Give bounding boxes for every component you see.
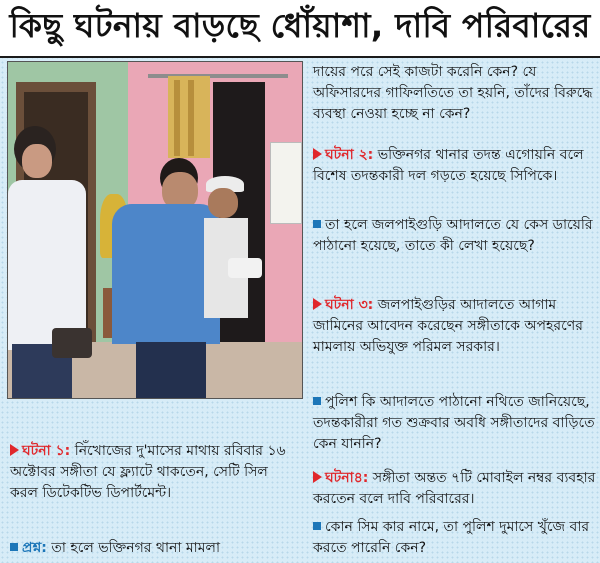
question-4-text: কোন সিম কার নামে, তা পুলিশ দুমাসে খুঁজে বার করতে পারেনি কেন? <box>313 519 590 556</box>
blue-square-icon <box>10 543 18 551</box>
red-arrow-icon <box>313 148 322 160</box>
question-2 <box>313 215 597 257</box>
question-3 <box>313 392 597 455</box>
event-2-label: ঘটনা ২: <box>325 147 374 163</box>
event-2 <box>313 145 597 187</box>
red-arrow-icon <box>313 471 322 483</box>
event-4-text: সঙ্গীতা অন্তত ৭টি মোবাইল নম্বর ব্যবহার করতেন বলে দাবি পরিবারের। <box>313 470 596 507</box>
question-3-text: পুলিশ কি আদালতে পাঠানো নথিতে জানিয়েছে, তদন্তকারীরা গত শুক্রবার অবধি সঙ্গীতাদের বাড়িতে কেন যাননি? <box>313 394 595 452</box>
event-1-text: নিঁখোজের দু'মাসের মাথায় রবিবার ১৬ অক্টোবর সঙ্গীতা যে ফ্ল্যাটে থাকতেন, সেটি সিল করল ডিটেকটিভ ডিপার্টমেন্ট। <box>10 443 286 501</box>
question-1-label: প্রশ্ন: <box>22 540 47 556</box>
blue-square-icon <box>313 220 321 228</box>
red-arrow-icon <box>313 298 322 310</box>
question-1-text: তা হলে ভক্তিনগর থানা মামলা <box>46 540 221 556</box>
blue-square-icon <box>313 522 321 530</box>
event-3-text: জলপাইগুড়ির আদালতে আগাম জামিনের আবেদন করেছেন সঙ্গীতাকে অপহরণের মামলায় অভিযুক্ত পরিমল সরকার। <box>313 297 583 355</box>
event-3-label: ঘটনা ৩: <box>325 297 374 313</box>
headline: কিছু ঘটনায় বাড়ছে ধোঁয়াশা, দাবি পরিবারের <box>0 0 600 58</box>
event-1 <box>10 441 300 504</box>
news-photo <box>7 61 303 399</box>
question-1 <box>10 538 300 559</box>
event-1-label: ঘটনা ১: <box>22 443 71 459</box>
event-3 <box>313 295 597 358</box>
red-arrow-icon <box>10 444 19 456</box>
blue-square-icon <box>313 397 321 405</box>
paragraph-intro: দায়ের পরে সেই কাজটা করেনি কেন? যে অফিসারদের গাফিলতিতে তা হয়নি, তাঁদের বিরুদ্ধে ব্যবস্থা নেওয়া হচ্ছে না কেন? <box>313 64 593 122</box>
question-4 <box>313 517 597 559</box>
question-2-text: তা হলে জলপাইগুড়ি আদালতে যে কেস ডায়েরি পাঠানো হয়েছে, তাতে কী লেখা হয়েছে? <box>313 217 593 254</box>
event-4 <box>313 468 597 510</box>
event-4-label: ঘটনা৪: <box>325 470 369 486</box>
event-2-text: ভক্তিনগর থানার তদন্ত এগোয়নি বলে বিশেষ তদন্তকারী দল গড়তে হয়েছে সিপিকে। <box>313 147 584 184</box>
